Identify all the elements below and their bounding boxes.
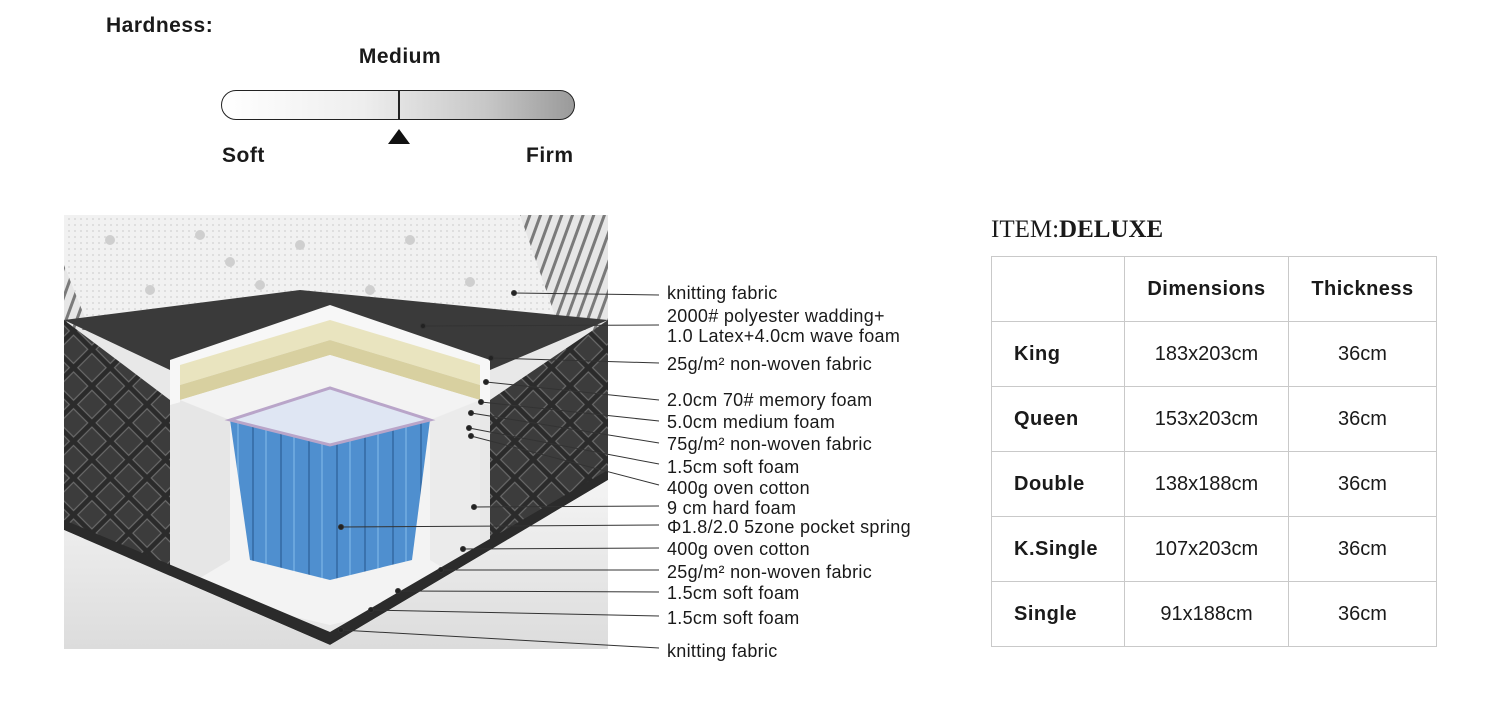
size-name: King xyxy=(992,322,1125,387)
layer-label-non-woven-fabric-25: 25g/m² non-woven fabric xyxy=(667,354,872,374)
layer-label-memory-foam: 2.0cm 70# memory foam xyxy=(667,390,873,410)
table-header-row xyxy=(992,257,1437,322)
layer-label-soft-foam: 1.5cm soft foam xyxy=(667,457,800,477)
item-title-value: DELUXE xyxy=(1059,216,1164,243)
item-title xyxy=(991,216,1163,244)
size-dimensions: 91x188cm xyxy=(1125,582,1289,647)
size-dimensions: 153x203cm xyxy=(1125,387,1289,452)
layer-label-soft-foam-bottom-2: 1.5cm soft foam xyxy=(667,608,800,628)
layer-label-knitting-fabric-bottom: knitting fabric xyxy=(667,641,778,661)
table-row xyxy=(992,387,1437,452)
size-dimensions: 183x203cm xyxy=(1125,322,1289,387)
size-thickness: 36cm xyxy=(1289,387,1437,452)
size-thickness: 36cm xyxy=(1289,517,1437,582)
size-name: K.Single xyxy=(992,517,1125,582)
hardness-selected-label: Medium xyxy=(358,45,442,68)
layer-label-oven-cotton-bottom: 400g oven cotton xyxy=(667,539,810,559)
layer-label-non-woven-fabric-bottom: 25g/m² non-woven fabric xyxy=(667,562,872,582)
layer-label-knitting-fabric-top: knitting fabric xyxy=(667,283,778,303)
layer-label-hard-foam: 9 cm hard foam xyxy=(667,498,797,518)
layer-label-non-woven-fabric-75: 75g/m² non-woven fabric xyxy=(667,434,872,454)
size-thickness: 36cm xyxy=(1289,452,1437,517)
item-title-label: ITEM: xyxy=(991,216,1060,243)
layer-label-polyester-wadding: 2000# polyester wadding+ xyxy=(667,306,885,326)
layer-label-medium-foam: 5.0cm medium foam xyxy=(667,412,836,432)
size-name: Double xyxy=(992,452,1125,517)
table-row xyxy=(992,452,1437,517)
table-row xyxy=(992,322,1437,387)
size-thickness: 36cm xyxy=(1289,582,1437,647)
size-thickness: 36cm xyxy=(1289,322,1437,387)
size-dimensions: 107x203cm xyxy=(1125,517,1289,582)
layer-label-pocket-spring: Φ1.8/2.0 5zone pocket spring xyxy=(667,517,911,537)
size-name: Single xyxy=(992,582,1125,647)
hardness-title: Hardness: xyxy=(106,14,214,37)
layer-label-oven-cotton-top: 400g oven cotton xyxy=(667,478,810,498)
layer-label-latex-wave-foam: 1.0 Latex+4.0cm wave foam xyxy=(667,326,901,346)
table-header-thickness: Thickness xyxy=(1289,257,1437,322)
size-dimensions: 138x188cm xyxy=(1125,452,1289,517)
table-row xyxy=(992,582,1437,647)
table-header-size xyxy=(992,257,1125,322)
table-row xyxy=(992,517,1437,582)
hardness-min-label: Soft xyxy=(222,144,265,167)
table-header-dimensions: Dimensions xyxy=(1125,257,1289,322)
size-table xyxy=(991,256,1437,647)
layer-label-soft-foam-bottom-1: 1.5cm soft foam xyxy=(667,583,800,603)
hardness-max-label: Firm xyxy=(526,144,574,167)
size-name: Queen xyxy=(992,387,1125,452)
